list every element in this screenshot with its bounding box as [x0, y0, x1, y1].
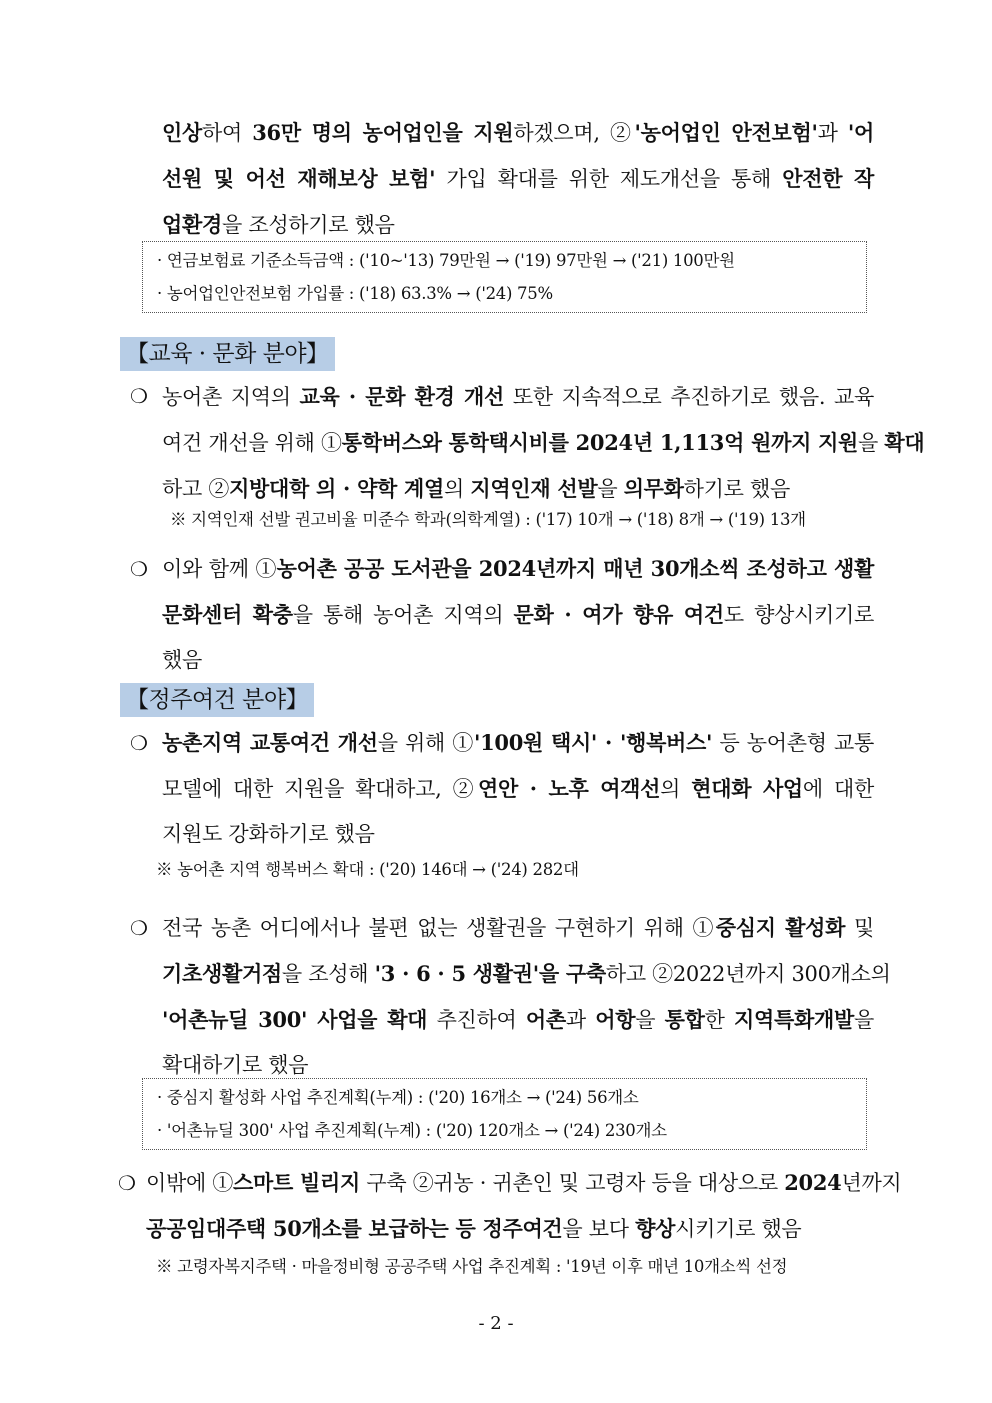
bullet-icon: ❍: [130, 384, 148, 408]
text: 을 조성하기로 했음: [221, 213, 395, 237]
box-line: · 연금보험료 기준소득금액 : ('10~'13) 79만원 → ('19) 97만원 → ('21) 100만원: [157, 251, 735, 270]
line: [162, 420, 925, 466]
line: [162, 905, 874, 951]
text: 모델에 대한 지원을 확대하고, ②: [162, 777, 479, 801]
text-bold: 선원 및 어선 재해보상 보험': [162, 166, 436, 191]
text-bold: '100원 택시' · '행복버스': [473, 730, 713, 755]
residence-paragraph-2: [162, 905, 891, 1088]
residence-note-2: ※ 고령자복지주택 · 마을정비형 공공주택 사업 추진계획 : '19년 이후 매년 10개소씩 선정: [156, 1257, 788, 1276]
text-bold: '농어업인 안전보험': [634, 120, 818, 145]
line: [162, 812, 874, 857]
line: [162, 766, 874, 812]
text: 확대하기로 했음: [162, 1053, 309, 1077]
text-bold: 지역인재 선발: [470, 476, 598, 501]
intro-line-2: [162, 156, 874, 202]
text: 여건 개선을 위해 ①: [162, 431, 342, 455]
line: [162, 720, 874, 766]
text: 또한 지속적으로 추진하기로 했음. 교육: [504, 385, 875, 409]
education-note-1: ※ 지역인재 선발 권고비율 미준수 학과(의학계열) : ('17) 10개 → ('18) 8개 → ('19) 13개: [170, 510, 806, 529]
bullet-icon: ❍: [130, 916, 148, 940]
text-bold: 36만 명의 농어업인을 지원: [252, 120, 514, 145]
text: 이밖에 ①: [146, 1171, 234, 1195]
text: 을: [858, 431, 885, 455]
reference-box-2: [142, 1078, 867, 1150]
residence-note-1: ※ 농어촌 지역 행복버스 확대 : ('20) 146대 → ('24) 282대: [156, 860, 579, 879]
text-bold: 어촌: [525, 1007, 566, 1032]
page-number: - 2 -: [478, 1313, 514, 1334]
residence-paragraph-3: [146, 1160, 902, 1252]
text-bold: 문화 · 여가 향유 여건: [513, 602, 724, 627]
bullet-icon: ❍: [130, 557, 148, 581]
text-bold: 공공임대주택 50개소를 보급하는 등 정주여건: [146, 1216, 563, 1241]
text-bold: 향상: [635, 1216, 676, 1241]
box-line: · 중심지 활성화 사업 추진계획(누계) : ('20) 16개소 → ('24) 56개소: [157, 1088, 639, 1107]
text-bold: 지역특화개발: [734, 1007, 854, 1032]
text: 과: [565, 1008, 596, 1032]
text: 년까지: [841, 1171, 902, 1195]
text: 도 향상시키기로: [723, 603, 874, 627]
line: [162, 592, 874, 638]
text-bold: 확대: [884, 430, 925, 455]
line: [146, 1206, 874, 1252]
line: [162, 997, 874, 1043]
text: 이와 함께 ①: [162, 557, 277, 581]
bullet-icon: ❍: [118, 1171, 136, 1195]
text: 추진하여: [427, 1008, 526, 1032]
text: 시키기로 했음: [675, 1217, 802, 1241]
text-bold: 연안 · 노후 여객선: [478, 776, 661, 801]
text-bold: 지방대학 의 · 약학 계열: [229, 476, 444, 501]
text-bold: 농촌지역 교통여건 개선: [162, 730, 378, 755]
intro-paragraph: [162, 110, 874, 248]
text-bold: 현대화 사업: [691, 776, 803, 801]
text: 을 보다: [562, 1217, 636, 1241]
text: 했음: [162, 648, 202, 672]
text: 전국 농촌 어디에서나 불편 없는 생활권을 구현하기 위해 ①: [162, 916, 716, 940]
text-bold: '어: [847, 120, 874, 145]
text: 한: [704, 1008, 735, 1032]
section-heading-residence: 【정주여건 분야】: [120, 683, 314, 717]
text-bold: 교육 · 문화 환경 개선: [299, 384, 504, 409]
text-bold: 스마트 빌리지: [233, 1170, 360, 1195]
text: 하고 ②: [162, 477, 230, 501]
text: 을 통해 농어촌 지역의: [292, 603, 514, 627]
text: 가입 확대를 위한 제도개선을 통해: [435, 167, 783, 191]
text: 지원도 강화하기로 했음: [162, 822, 375, 846]
box-line: · 농어업인안전보험 가입률 : ('18) 63.3% → ('24) 75%: [157, 284, 553, 303]
text: 등 농어촌형 교통: [712, 731, 874, 755]
line: [162, 374, 874, 420]
text-bold: 중심지 활성화: [715, 915, 846, 940]
text-bold: 2024: [784, 1170, 842, 1195]
bullet-icon: ❍: [130, 731, 148, 755]
line: [162, 951, 891, 997]
text-bold: '어촌뉴딜 300' 사업을 확대: [162, 1007, 428, 1032]
text: 에 대한: [802, 777, 874, 801]
text: 과: [817, 121, 848, 145]
residence-paragraph-1: [162, 720, 874, 857]
text-bold: '3 · 6 · 5 생활권'을 구축: [374, 961, 606, 986]
text-bold: 의무화: [623, 476, 684, 501]
education-paragraph-1: [162, 374, 925, 512]
text-bold: 기초생활거점: [162, 961, 282, 986]
text-bold: 농어촌 공공 도서관을 2024년까지 매년 30개소씩 조성하고 생활: [276, 556, 874, 581]
text-bold: 인상: [162, 120, 202, 145]
text-bold: 업환경: [162, 212, 222, 237]
text: 의: [444, 477, 471, 501]
text: 을: [597, 477, 624, 501]
text: 의: [660, 777, 692, 801]
text: 하기로 했음: [683, 477, 790, 501]
text-bold: 통학버스와 통학택시비를 2024년 1,113억 원까지 지원: [341, 430, 859, 455]
education-paragraph-2: [162, 546, 874, 683]
text: 하겠으며, ②: [513, 121, 635, 145]
intro-line-1: [162, 110, 874, 156]
text-bold: 문화센터 확충: [162, 602, 293, 627]
text: 을 조성해: [281, 962, 375, 986]
line: [162, 638, 874, 683]
box-line: · '어촌뉴딜 300' 사업 추진계획(누계) : ('20) 120개소 → ('24) 230개소: [157, 1121, 667, 1140]
text: 농어촌 지역의: [162, 385, 300, 409]
text: 을: [635, 1008, 665, 1032]
text: 구축 ②귀농 · 귀촌인 및 고령자 등을 대상으로: [359, 1171, 785, 1195]
text: 하여: [201, 121, 253, 145]
line: [146, 1160, 902, 1206]
text: 하고 ②2022년까지 300개소의: [605, 962, 891, 986]
text: 을: [853, 1008, 874, 1032]
text-bold: 안전한 작: [782, 166, 874, 191]
reference-box-1: [142, 241, 867, 313]
text: 및: [845, 916, 874, 940]
text-bold: 어항: [595, 1007, 636, 1032]
text: 을 위해 ①: [377, 731, 474, 755]
line: [162, 546, 874, 592]
text-bold: 통합: [664, 1007, 705, 1032]
section-heading-education: 【교육 · 문화 분야】: [120, 337, 335, 371]
